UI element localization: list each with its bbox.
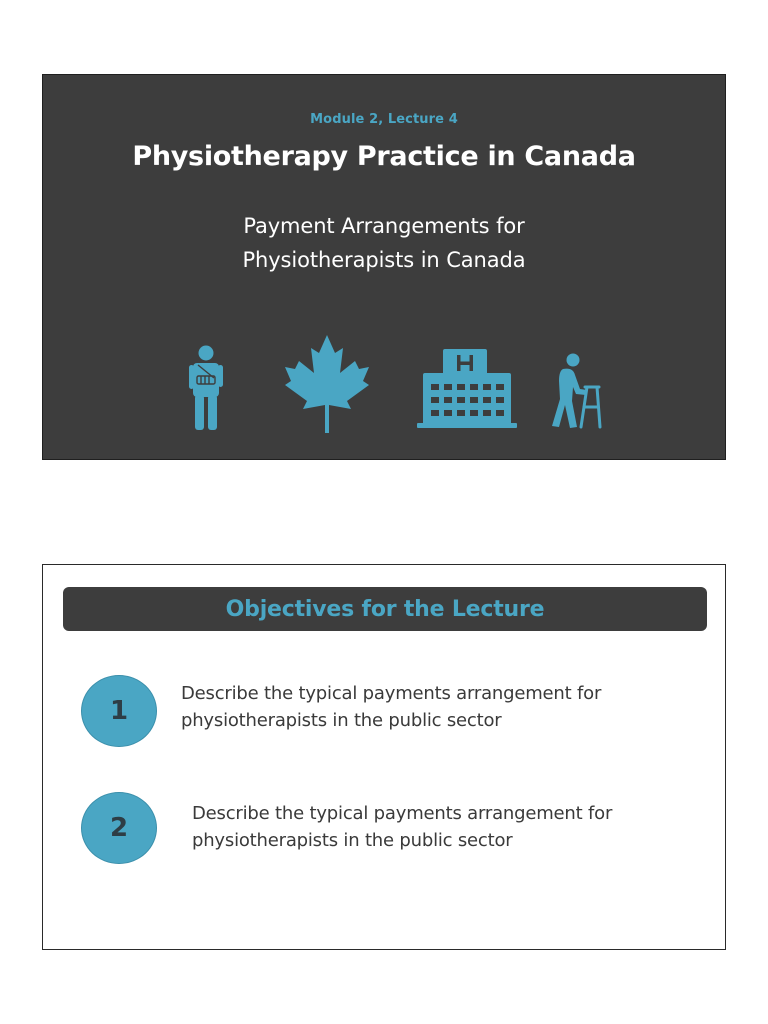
objectives-slide <box>42 564 726 950</box>
objective-number-badge: 1 <box>81 675 157 747</box>
objective-line: Describe the typical payments arrangement for <box>181 683 602 704</box>
objectives-header: Objectives for the Lecture <box>63 587 707 631</box>
objective-text <box>181 680 651 734</box>
subtitle-line: Physiotherapists in Canada <box>242 248 526 272</box>
elderly-walker-icon <box>547 353 603 429</box>
slide-title: Physiotherapy Practice in Canada <box>132 141 636 172</box>
maple-leaf-icon <box>283 333 371 433</box>
hospital-icon <box>417 349 517 429</box>
objective-line: physiotherapists in the public sector <box>181 710 502 731</box>
objective-line: Describe the typical payments arrangement for <box>192 803 613 824</box>
module-label: Module 2, Lecture 4 <box>310 112 458 127</box>
slide-subtitle <box>43 209 725 277</box>
objective-line: physiotherapists in the public sector <box>192 830 513 851</box>
objective-text <box>192 800 662 854</box>
injured-person-icon <box>189 345 223 431</box>
title-slide <box>42 74 726 460</box>
subtitle-line: Payment Arrangements for <box>243 214 525 238</box>
objective-number-badge: 2 <box>81 792 157 864</box>
